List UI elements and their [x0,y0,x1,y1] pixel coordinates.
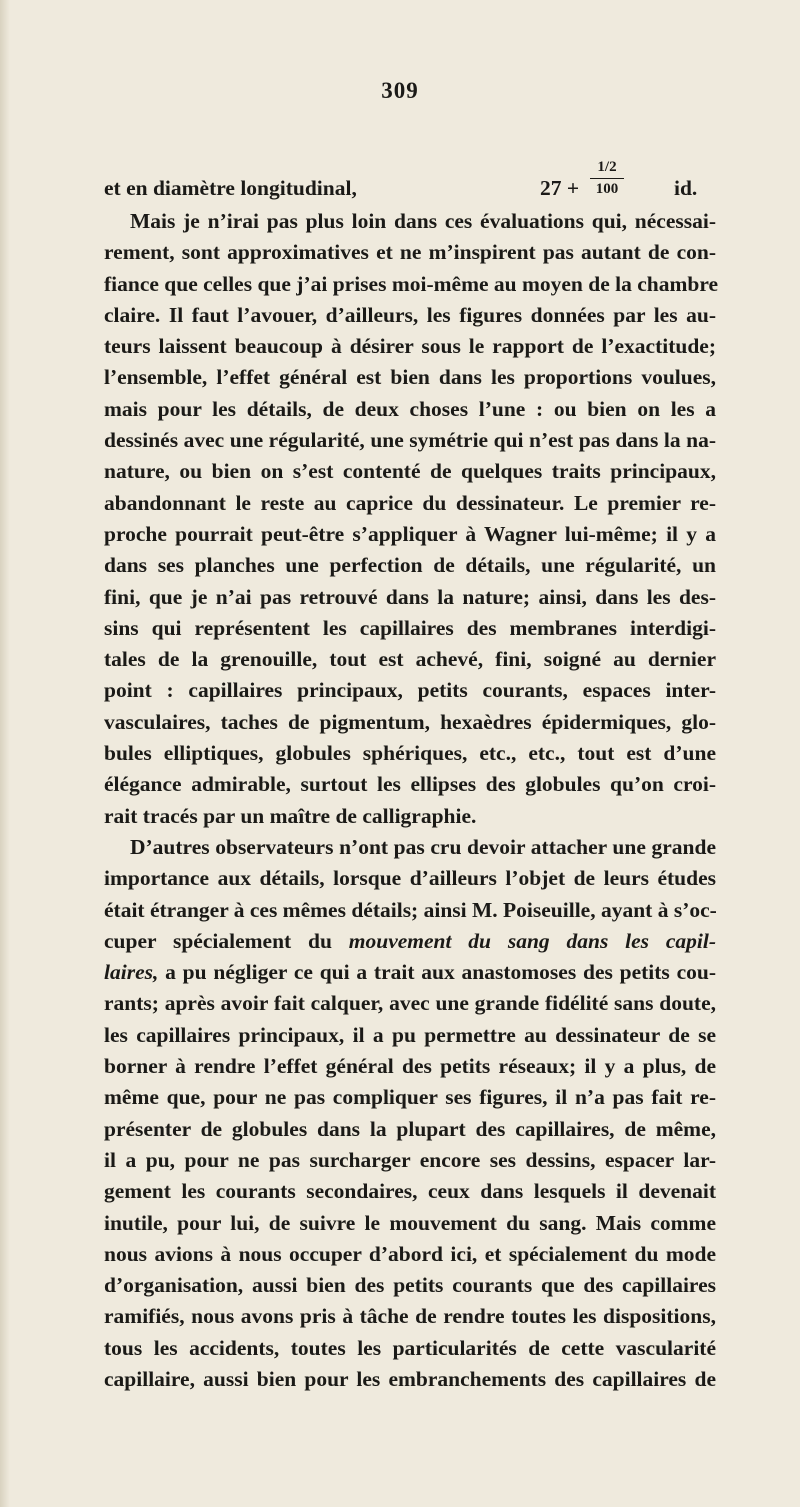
text-line: importance aux détails, lorsque d’ailleurs l’objet de leurs études [104,866,716,891]
text-line: point : capillaires principaux, petits courants, espaces inter- [104,678,716,703]
text-line: capillaire, aussi bien pour les embranchements des capillaires de [104,1367,716,1392]
measurement-unit: id. [674,176,698,200]
text-line: borner à rendre l’effet général des petits réseaux; il y a plus, de [104,1054,716,1079]
text-line: rement, sont approximatives et ne m’inspirent pas autant de con- [104,240,716,265]
measurement-value: 27 + [540,176,580,200]
text-line: présenter de globules dans la plupart des capillaires, de même, [104,1116,716,1141]
fraction-denominator: 100 [595,181,619,197]
text-line: claire. Il faut l’avouer, d’ailleurs, les figures données par les au- [104,302,716,327]
text-line: bules elliptiques, globules sphériques, etc., etc., tout est d’une [104,741,716,766]
text-line: l’ensemble, l’effet général est bien dans les proportions voulues, [104,365,716,390]
text-line: sins qui représentent les capillaires des membranes interdigi- [104,615,716,640]
text-line: fiance que celles que j’ai prises moi-même au moyen de la chambre [104,271,719,296]
paragraph-observers [104,832,716,1395]
text-line: teurs laissent beaucoup à désirer sous le rapport de l’exactitude; [104,334,716,359]
text-line: inutile, pour lui, de suivre le mouvement du sang. Mais comme [104,1210,716,1235]
text-line: nous avions à nous occuper d’abord ici, et spécialement du mode [104,1241,716,1266]
text-line: D’autres observateurs n’ont pas cru devoir attacher une grande [130,835,716,859]
text-line: cuper spécialement du mouvement du sang dans les capil- [104,928,716,953]
text-line: nature, ou bien on s’est contenté de quelques traits principaux, [104,459,716,484]
text-line: même que, pour ne pas compliquer ses figures, il n’a pas fait re- [104,1085,716,1110]
text-line: abandonnant le reste au caprice du dessinateur. Le premier re- [104,490,716,515]
text-line: il a pu, pour ne pas surcharger encore ses dessins, espacer lar- [104,1147,716,1172]
text-line: gement les courants secondaires, ceux dans lesquels il devenait [104,1179,716,1204]
text-line: fini, que je n’ai pas retrouvé dans la nature; ainsi, dans les des- [104,584,716,609]
text-line: vasculaires, taches de pigmentum, hexaèdres épidermiques, glo- [104,709,716,734]
measurement-label: et en diamètre longitudinal, [104,176,357,200]
text-line: d’organisation, aussi bien des petits courants que des capillaires [104,1273,716,1298]
text-line: les capillaires principaux, il a pu permettre au dessinateur de se [104,1022,716,1047]
text-line: proche pourrait peut-être s’appliquer à Wagner lui-même; il y a [104,521,716,546]
text-line: dessinés avec une régularité, une symétrie qui n’est pas dans la na- [104,428,716,453]
fraction-bar [590,178,624,179]
text-line: ramifiés, nous avons pris à tâche de rendre toutes les dispositions, [104,1304,716,1329]
text-line: Mais je n’irai pas plus loin dans ces évaluations qui, nécessai- [130,209,716,233]
page-gutter-shadow [0,0,10,1507]
text-line: dans ses planches une perfection de détails, une régularité, un [104,553,716,578]
fraction-numerator: 1/2 [597,159,617,175]
text-line: était étranger à ces mêmes détails; ainsi M. Poiseuille, ayant à s’oc- [104,897,717,922]
text-line: laires, a pu négliger ce qui a trait aux anastomoses des petits cou- [104,960,716,985]
text-line: mais pour les détails, de deux choses l’une : ou bien on les a [104,396,716,421]
text-line: tous les accidents, toutes les particularités de cette vascularité [104,1335,716,1360]
measurement-fraction [586,158,628,198]
text-line: rants; après avoir fait calquer, avec une grande fidélité sans doute, [104,991,716,1016]
text-line: tales de la grenouille, tout est achevé, fini, soigné au dernier [104,647,716,672]
page-number: 309 [381,78,419,103]
text-line: rait tracés par un maître de calligraphie. [104,803,477,828]
text-line: élégance admirable, surtout les ellipses des globules qu’on croi- [104,772,716,797]
measurement-line [104,159,716,202]
paragraph-evaluations [104,206,719,832]
